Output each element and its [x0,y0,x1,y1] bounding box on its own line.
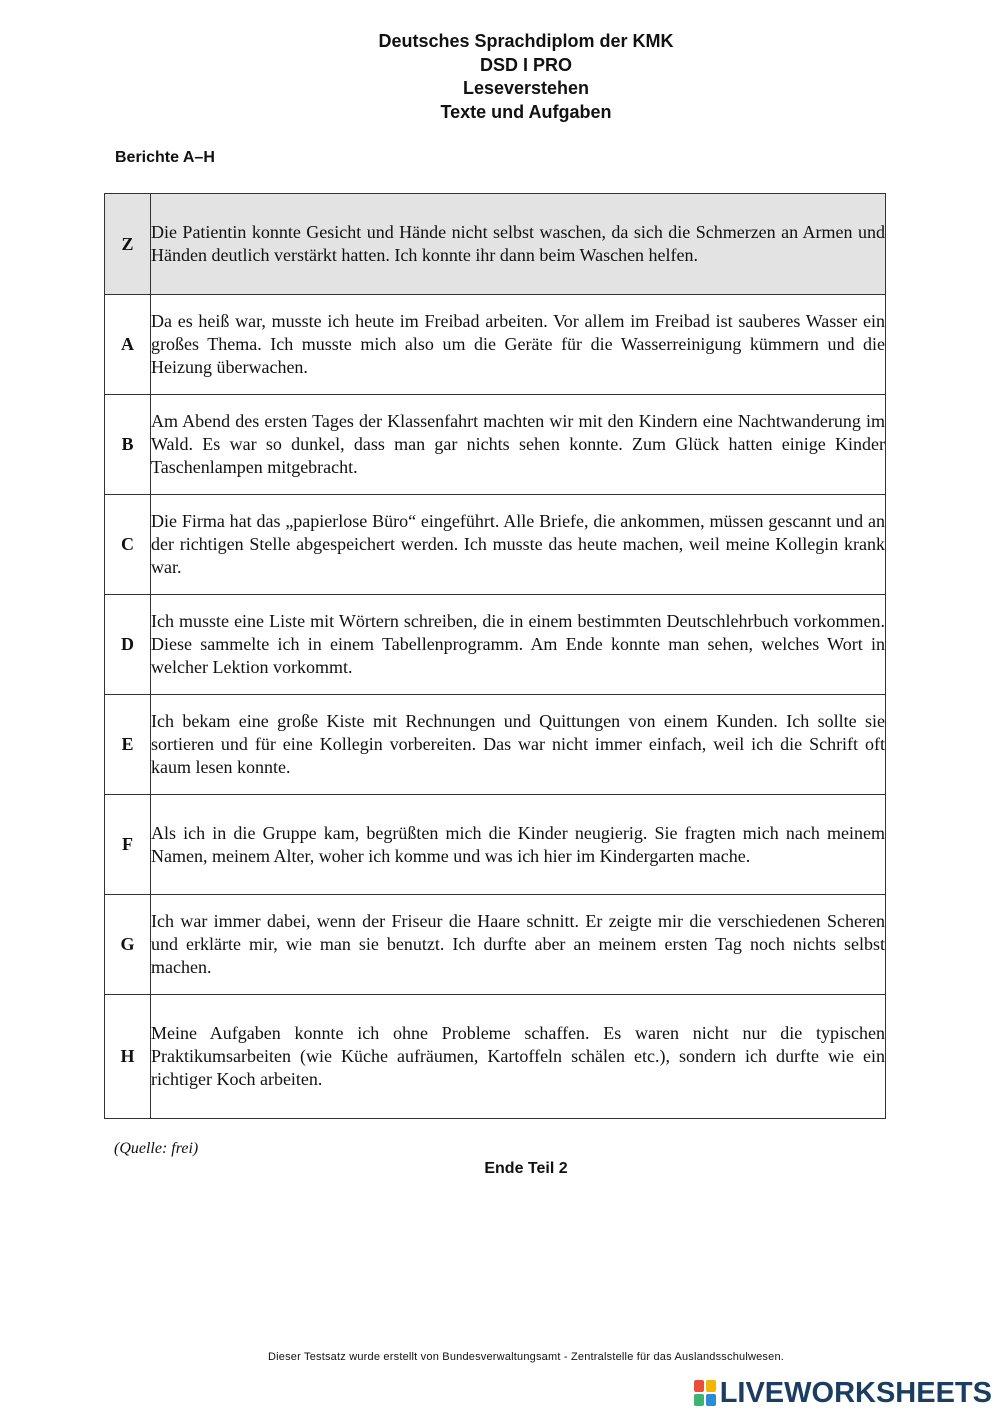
logo-square-yellow [706,1380,716,1392]
report-letter: B [105,395,151,495]
header-line-4: Texte und Aufgaben [440,101,612,122]
report-text: Die Patientin konnte Gesicht und Hände nicht selbst waschen, da sich die Schmerzen an Armen und Händen deutlich verstärkt hatten. Ich konnte ihr dann beim Waschen helfen. [151,194,886,295]
document-header [0,30,1000,124]
liveworksheets-logo-icon [694,1380,716,1406]
report-letter: D [105,595,151,695]
table-row [105,395,886,495]
liveworksheets-brand[interactable] [694,1378,992,1408]
header-line-3: Leseverstehen [462,78,590,98]
header-line-1: Deutsches Sprachdiplom der KMK [378,31,674,51]
reports-table [104,193,886,1119]
header-line-2: DSD I PRO [479,54,572,75]
report-letter: F [105,795,151,895]
table-row [105,295,886,395]
end-of-part-label: Ende Teil 2 [484,1160,568,1177]
report-letter: E [105,695,151,795]
section-title: Berichte A–H [115,149,215,166]
table-row [105,695,886,795]
report-text: Die Firma hat das „papierlose Büro“ eingeführt. Alle Briefe, die ankommen, müssen gescannt und an der richtigen Stelle abgespeichert werden. Ich musste das heute machen, weil meine Kollegin krank war. [151,495,886,595]
footer-note: Dieser Testsatz wurde erstellt von Bundesverwaltungsamt - Zentralstelle für das Auslandsschulwesen. [267,1351,785,1363]
report-letter: Z [105,194,151,295]
report-text: Ich musste eine Liste mit Wörtern schreiben, die in einem bestimmten Deutschlehrbuch vorkommen. Diese sammelte ich in einem Tabellenprogramm. Am Ende konnte man sehen, welches Wort in welcher Lektion vorkommt. [151,595,886,695]
report-text: Ich bekam eine große Kiste mit Rechnungen und Quittungen von einem Kunden. Ich sollte sie sortieren und für eine Kollegin vorbereiten. Das war nicht immer einfach, weil ich die Schrift oft kaum lesen konnte. [151,695,886,795]
report-text: Da es heiß war, musste ich heute im Freibad arbeiten. Vor allem im Freibad ist sauberes Wasser ein großes Thema. Ich musste mich also um die Geräte für die Wasserreinigung kümmern und die Heizung überwachen. [151,295,886,395]
report-text: Ich war immer dabei, wenn der Friseur die Haare schnitt. Er zeigte mir die verschiedenen Scheren und erklärte mir, wie man sie benutzt. Ich durfte aber an meinem ersten Tag noch nichts selbst machen. [151,895,886,995]
report-text: Meine Aufgaben konnte ich ohne Probleme schaffen. Es waren nicht nur die typischen Praktikumsarbeiten (wie Küche aufräumen, Kartoffeln schälen etc.), sondern ich durfte wie ein richtiger Koch arbeiten. [151,995,886,1119]
report-text: Als ich in die Gruppe kam, begrüßten mich die Kinder neugierig. Sie fragten mich nach meinem Namen, meinem Alter, woher ich komme und was ich hier im Kindergarten mache. [151,795,886,895]
table-row [105,595,886,695]
table-row [105,194,886,295]
logo-square-green [694,1394,704,1406]
report-letter: G [105,895,151,995]
logo-square-blue [706,1394,716,1406]
source-note: (Quelle: frei) [114,1140,199,1157]
report-letter: H [105,995,151,1119]
logo-square-red [694,1380,704,1392]
report-letter: C [105,495,151,595]
table-row [105,795,886,895]
brand-name: LIVEWORKSHEETS [719,1377,992,1409]
report-letter: A [105,295,151,395]
report-text: Am Abend des ersten Tages der Klassenfahrt machten wir mit den Kindern eine Nachtwanderung im Wald. Es war so dunkel, dass man gar nichts sehen konnte. Zum Glück hatten einige Kinder Taschenlampen mitgebracht. [151,395,886,495]
table-row [105,995,886,1119]
table-row [105,895,886,995]
table-row [105,495,886,595]
